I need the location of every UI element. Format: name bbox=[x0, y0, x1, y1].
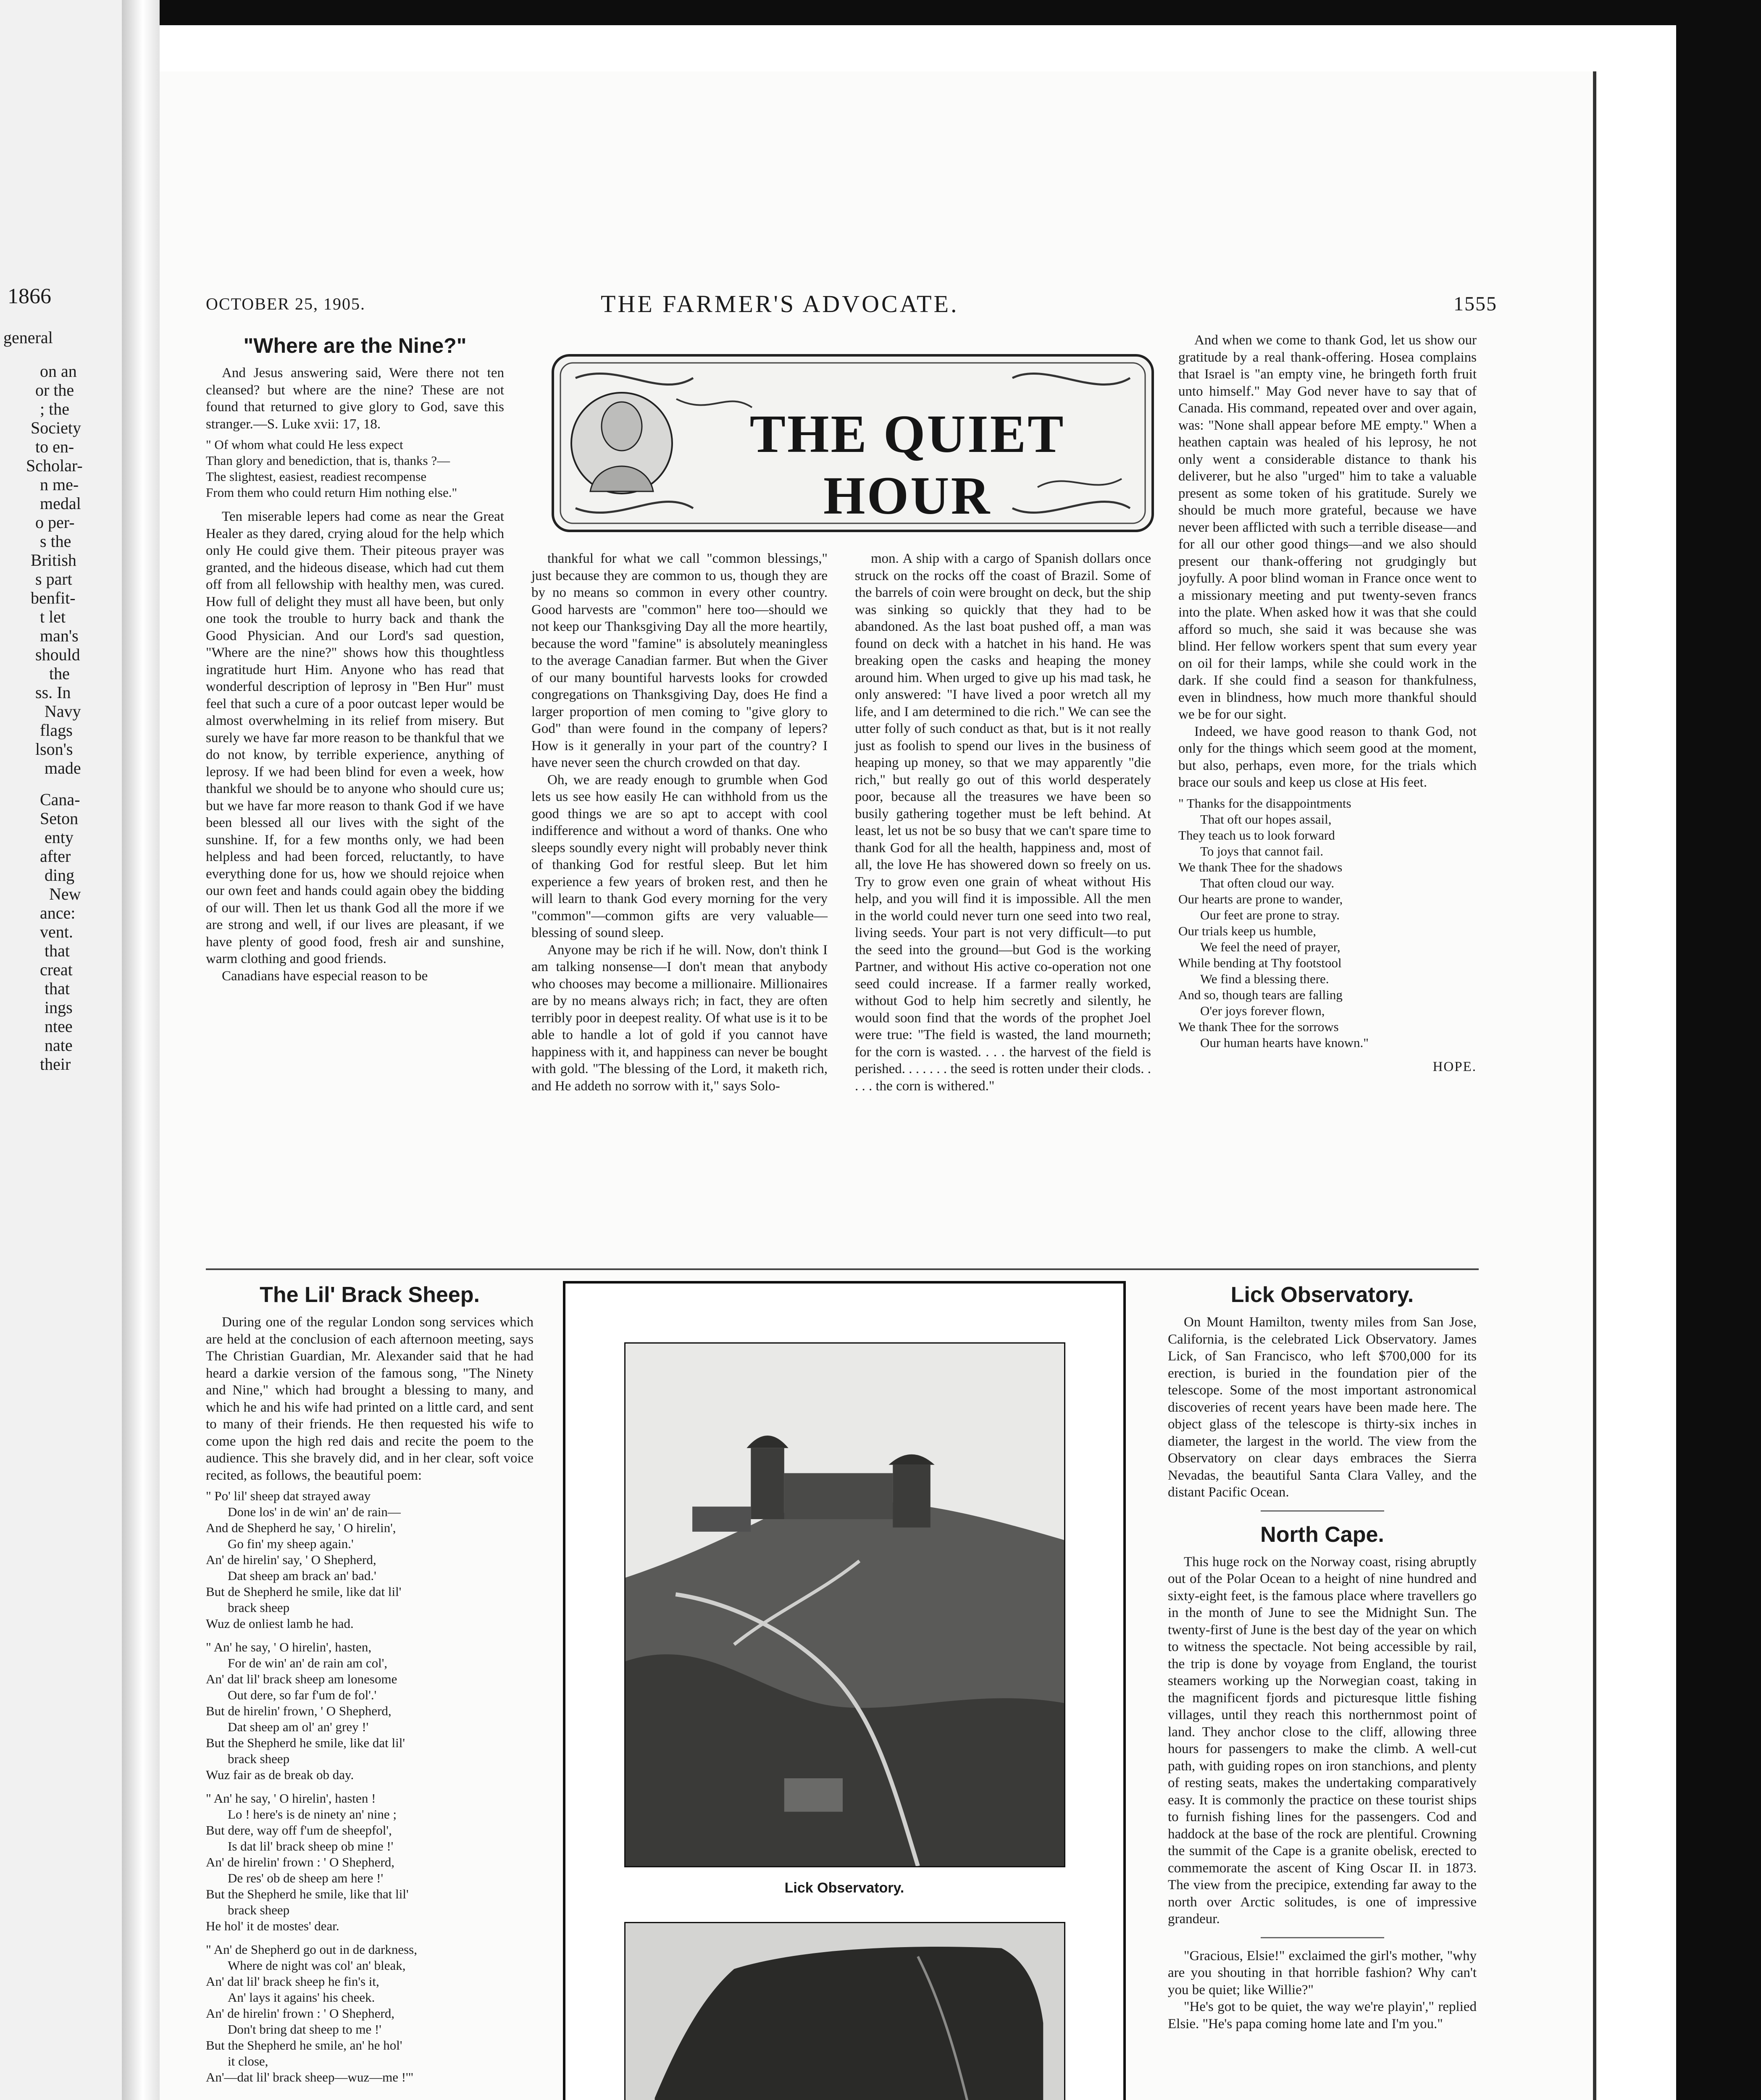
sheep-article bbox=[206, 1281, 534, 2093]
cape-text: This huge rock on the Norway coast, rising abruptly out of the Polar Ocean to a height of nine hundred and sixty-eight feet, is the famous place where travellers go in the month of June to see the Midnight Sun. The twenty-first of June is the best day of the year on which to witness the spectacle. Not being accessible by rail, the trip is done by voyage from England, the tourist steamers working up the Norwegian coast, taking in the magnificent fjords and picturesque little fishing villages, until they reach this northernmost point of land. They anchor close to the cliff, allowing three hours for passengers to make the climb. A well-cut path, with guiding ropes on iron stanchions, and plenty of resting seats, makes the undertaking comparatively easy. It is commonly the practice on these tourist ships to furnish fishing lines for the passengers. Cod and haddock at the base of the rock are plentiful. Crowning the summit of the Cape is a granite obelisk, erected to commemorate the ascent of King Oscar II. in 1873. The view from the precipice, extending far away to the north over Arctic solitudes, is one of impressive grandeur. bbox=[1168, 1554, 1477, 1927]
poem-line: And so, though tears are falling bbox=[1178, 987, 1343, 1002]
body-paragraph: Ten miserable lepers had come as near the Great Healer as they dared, crying aloud for the help which only He could give them. Their piteous prayer was granted, and the hideous disease, which had cut them off from all fellowship with healthy men, was cured. How full of delight they must all have been, but only one took the trouble to hurry back and thank the Good Physician. And our Lord's sad question, "Where are the nine?" shows how this thoughtless ingratitude hurt Him. Anyone who has read that wonderful description of leprosy in "Ben Hur" must feel that such a cure of a poor outcast leper would be almost overwhelming in its relief from misery. But surely we have far more reason to be thankful that we do not know, by terrible experience, anything of leprosy. If we had been blind for even a week, how thankful we should be to anyone who should cure us; but we have far more reason to thank God if we have been blessed all our lives with the sight of the sunshine. If, for a few months only, we had been helpless and had been forced, reluctantly, to have everything done for us, how we should rejoice when our own feet and hands could again obey the bidding of our will. Then let us thank God all the more if we are strong and well, if our lives are pleasant, if we have plenty of good food, fresh air and sunshine, warm clothing and good friends. bbox=[206, 509, 504, 966]
previous-page-fragment: Scholar- bbox=[26, 456, 83, 475]
nine-column-1 bbox=[206, 332, 504, 984]
previous-page-fragment: enty bbox=[45, 828, 74, 847]
previous-page-fragment: Navy bbox=[45, 702, 81, 721]
poem-line: And de Shepherd he say, ' O hirelin', bbox=[206, 1520, 396, 1535]
nine-body-col4 bbox=[1178, 332, 1477, 791]
poem-line: Dat sheep am brack an' bad.' bbox=[228, 1568, 376, 1583]
nine-column-2 bbox=[531, 550, 828, 1095]
scan-border-top bbox=[0, 0, 1761, 25]
poem-stanza bbox=[206, 1942, 534, 2085]
cape-title: North Cape. bbox=[1260, 1522, 1384, 1547]
header-title: THE FARMER'S ADVOCATE. bbox=[601, 290, 959, 318]
previous-page-fragment: that bbox=[45, 941, 70, 960]
previous-page-fragment: on an bbox=[40, 362, 77, 381]
previous-page-fragment: general bbox=[3, 328, 53, 347]
previous-page-fragment: ss. In bbox=[35, 683, 71, 702]
poem-line: Go fin' my sheep again.' bbox=[228, 1536, 354, 1551]
poem-line: Than glory and benediction, that is, thanks ?— bbox=[206, 453, 450, 468]
nine-column-4 bbox=[1178, 332, 1477, 1075]
poem-line: Our human hearts have known." bbox=[1200, 1035, 1369, 1050]
poem-line: Wuz de onliest lamb he had. bbox=[206, 1616, 354, 1631]
previous-page-fragment: or the bbox=[35, 381, 74, 399]
previous-page-fragment: ; the bbox=[40, 399, 69, 418]
previous-page-fragment: British bbox=[31, 551, 76, 570]
previous-page-number: 1866 bbox=[8, 284, 51, 308]
poem-line: Lo ! here's is de ninety an' nine ; bbox=[228, 1807, 397, 1822]
poem-line: " An' he say, ' O hirelin', hasten ! bbox=[206, 1791, 376, 1806]
poem-line: But de hirelin' frown, ' O Shepherd, bbox=[206, 1704, 392, 1718]
body-paragraph: Canadians have especial reason to be bbox=[222, 968, 428, 984]
nine-column-3 bbox=[855, 550, 1151, 1095]
nine-body-col2 bbox=[531, 550, 828, 1095]
body-paragraph: Anyone may be rich if he will. Now, don't think I am talking nonsense—I don't mean that anybody who chooses may become a millionaire. Millionaires are by no means always rich; in fact, they are often terribly poor in deepest reality. Of what use is it to be able to handle a lot of gold if you cannot have happiness with it, and happiness can never be bought with gold. "The blessing of the Lord, it maketh rich, and He addeth no sorrow with it," says Solo- bbox=[531, 942, 828, 1094]
poem-line: " An' he say, ' O hirelin', hasten, bbox=[206, 1640, 372, 1654]
separator-rule bbox=[1261, 1510, 1384, 1512]
poem-line: " Po' lil' sheep dat strayed away bbox=[206, 1488, 371, 1503]
nine-title: "Where are the Nine?" bbox=[243, 334, 467, 357]
poem-line: Our hearts are prone to wander, bbox=[1178, 891, 1343, 906]
poem-line: We thank Thee for the sorrows bbox=[1178, 1019, 1339, 1034]
previous-page-fragment: nate bbox=[45, 1036, 73, 1055]
poem-stanza bbox=[206, 1488, 534, 1632]
lick-text: On Mount Hamilton, twenty miles from San Jose, California, is the celebrated Lick Observatory. James Lick, of San Francisco, who left $700,000 for its erection, is buried in the foundation pier of the telescope. Some of the most important astronomical discoveries of recent years have been made here. The object glass of the telescope is thirty-six inches in diameter, the largest in the world. The view from the Observatory on clear days embraces the Sierra Nevadas, the beautiful Santa Clara Valley, and the distant Pacific Ocean. bbox=[1168, 1315, 1477, 1500]
poem-line: Out dere, so far f'um de fol'.' bbox=[228, 1688, 377, 1702]
poem-line: Where de night was col' an' bleak, bbox=[228, 1958, 406, 1973]
poem-stanza bbox=[206, 1639, 534, 1783]
nine-body-col3 bbox=[855, 550, 1151, 1095]
banner-title: THE QUIET HOUR bbox=[749, 404, 1065, 525]
poem-line: De res' ob de sheep am here !' bbox=[228, 1871, 384, 1885]
poem-line: We find a blessing there. bbox=[1200, 971, 1329, 986]
poem-line: " An' de Shepherd go out in de darkness, bbox=[206, 1942, 417, 1957]
scan-border-right bbox=[1676, 0, 1761, 2100]
poem-line: That oft our hopes assail, bbox=[1200, 811, 1332, 827]
lick-observatory-photo bbox=[624, 1342, 1065, 1867]
poem-line: But the Shepherd he smile, like that lil' bbox=[206, 1887, 409, 1901]
poem-line: " Thanks for the disappointments bbox=[1178, 795, 1351, 811]
signature: HOPE. bbox=[1432, 1059, 1477, 1074]
previous-page-fragment: t let bbox=[40, 607, 66, 626]
previous-page-fragment: the bbox=[49, 664, 70, 683]
poem-line: To joys that cannot fail. bbox=[1200, 843, 1324, 858]
body-paragraph: thankful for what we call "common blessings," just because they are common to us, though they are by no means so common in every other country. Good harvests are "common" here too—should we not keep our Thanksgiving Day all the more heartily, because the word "famine" is absolutely meaningless to the average Canadian farmer. But when the Giver of our many bountiful harvests looks for crowded congregations on Thanksgiving Day, does He find a larger proportion of men coming to "give glory to God" than were found in the company of lepers? How is it generally in your part of the country? I have never seen the church crowded on that day. bbox=[531, 551, 828, 770]
poem-line: He hol' it de mostes' dear. bbox=[206, 1919, 339, 1933]
previous-page-fragment: to en- bbox=[35, 437, 74, 456]
poem-line: An' de hirelin' frown : ' O Shepherd, bbox=[206, 2006, 394, 2021]
poem-line: brack sheep bbox=[228, 1751, 290, 1766]
poem-line: We thank Thee for the shadows bbox=[1178, 859, 1343, 874]
poem-line: it close, bbox=[228, 2054, 268, 2068]
previous-page-fragment: Society bbox=[31, 418, 81, 437]
poem-line: Done los' in de win' an' de rain— bbox=[228, 1504, 401, 1519]
poem-stanza bbox=[206, 1790, 534, 1934]
poem-line: But de Shepherd he smile, like dat lil' bbox=[206, 1584, 402, 1599]
poem-line: That often cloud our way. bbox=[1200, 875, 1335, 890]
previous-page-fragment: Seton bbox=[40, 809, 79, 828]
previous-page-fragment: medal bbox=[40, 494, 81, 513]
previous-page-fragment: flags bbox=[40, 721, 73, 740]
poem-line: An' de hirelin' frown : ' O Shepherd, bbox=[206, 1855, 394, 1869]
previous-page-fragment: o per- bbox=[35, 513, 75, 532]
previous-page-fragment: after bbox=[40, 847, 71, 866]
poem-line: Is dat lil' brack sheep ob mine !' bbox=[228, 1839, 394, 1853]
page-gutter bbox=[122, 0, 160, 2100]
nine-epigraph: And Jesus answering said, Were there not ten cleansed? but where are the nine? These are not found that returned to give glory to God, save this stranger.—S. Luke xvii: 17, 18. bbox=[206, 365, 504, 432]
header-date: OCTOBER 25, 1905. bbox=[206, 294, 365, 313]
north-cape-photo bbox=[624, 1922, 1065, 2100]
previous-page-fragment: lson's bbox=[35, 740, 73, 759]
poem-line: brack sheep bbox=[228, 1903, 290, 1917]
previous-page-fragment: benfit- bbox=[31, 588, 76, 607]
poem-line: An' lays it agains' his cheek. bbox=[228, 1990, 375, 2005]
poem-line: Our feet are prone to stray. bbox=[1200, 907, 1340, 922]
right-articles bbox=[1168, 1281, 1477, 2032]
poem-line: They teach us to look forward bbox=[1178, 827, 1335, 843]
previous-page-edge bbox=[0, 0, 122, 2100]
joke-paragraph: "He's got to be quiet, the way we're playin'," replied Elsie. "He's papa coming home late and I'm you." bbox=[1168, 1999, 1477, 2032]
sheep-intro: During one of the regular London song services which are held at the conclusion of each afternoon meeting, says The Christian Guardian, Mr. Alexander said that he had heard a darkie version of the famous song, "The Ninety and Nine," which had brought a blessing to many, and which he and his wife had printed on a little card, and sent to many of their friends. He then requested his wife to come upon the high red dais and recite the poem to the audience. This she bravely did, and in her clear, soft voice recited, as follows, the beautiful poem: bbox=[206, 1315, 534, 1483]
separator-rule bbox=[1261, 1937, 1384, 1938]
quiet-hour-banner bbox=[550, 353, 1155, 533]
nine-epigraph-poem bbox=[206, 437, 504, 501]
lick-photo-image bbox=[626, 1344, 1064, 1866]
previous-page-fragment: n me- bbox=[40, 475, 79, 494]
previous-page-fragment: should bbox=[35, 645, 80, 664]
poem-line: O'er joys forever flown, bbox=[1200, 1003, 1325, 1018]
north-cape-photo-image bbox=[626, 1923, 1064, 2100]
joke-article bbox=[1168, 1948, 1477, 2033]
poem-line: brack sheep bbox=[228, 1600, 290, 1615]
thanks-poem bbox=[1178, 795, 1477, 1051]
poem-line: From them who could return Him nothing else." bbox=[206, 485, 457, 500]
photo-frame bbox=[563, 1281, 1126, 2100]
poem-line: " Of whom what could He less expect bbox=[206, 437, 403, 452]
poem-line: Our trials keep us humble, bbox=[1178, 923, 1317, 938]
previous-page-fragment: man's bbox=[40, 626, 79, 645]
nine-body-col1 bbox=[206, 508, 504, 984]
body-paragraph: mon. A ship with a cargo of Spanish dollars once struck on the rocks off the coast of Brazil. Some of the barrels of coin were brought on deck, but the ship was sinking so quickly that they had to be abandoned. As the last boat pushed off, a man was found on deck with a hatchet in his hand. He was breaking open the casks and heaping the money around him. When urged to give up his mad task, he only answered: "I have lived a poor wretch all my life, and I am determined to die rich." We can see the utter folly of such conduct as that, but is it not really just as foolish to spend our lives in the business of heaping up money, so that we may apparently "die rich," but really go out of this world desperately poor, because all the treasures we have been so busily gathering together must be left behind. At least, let us not be so busy that we can't spare time to thank God for all the health, happiness and, most of all, the love He has showered down so freely on us. Try to grow even one grain of wheat without His help, and you will find it is impossible. All the men in the world could never turn one seed into two real, living seeds. Your part is not very difficult—to put the seed into the ground—but God is the working Partner, and without His active co-operation not one seed could increase. If a farmer really worked, without God to help him secretly and silently, he would soon find that the words of the prophet Joel were true: "The field is wasted, the land mourneth; for the corn is wasted. . . . the harvest of the field is perished. . . . . . . the seed is rotten under their clods. . . . . the corn is withered." bbox=[855, 551, 1151, 1094]
previous-page-fragment: Cana- bbox=[40, 790, 80, 809]
poem-line: But the Shepherd he smile, an' he hol' bbox=[206, 2038, 402, 2053]
poem-line: Don't bring dat sheep to me !' bbox=[228, 2022, 381, 2037]
poem-line: An'—dat lil' brack sheep—wuz—me !'" bbox=[206, 2070, 414, 2084]
newspaper-page bbox=[160, 71, 1596, 2100]
previous-page-fragment: creat bbox=[40, 960, 73, 979]
body-paragraph: Indeed, we have good reason to thank God, not only for the things which seem good at the moment, but also, perhaps, even more, for the trials which brace our souls and keep us close at His feet. bbox=[1178, 724, 1477, 790]
poem-line: An' dat lil' brack sheep he fin's it, bbox=[206, 1974, 379, 1989]
previous-page-fragment: s the bbox=[40, 532, 71, 551]
poem-line: An' dat lil' brack sheep am lonesome bbox=[206, 1672, 397, 1686]
joke-paragraph: "Gracious, Elsie!" exclaimed the girl's mother, "why are you shouting in that horrible fashion? Why can't you be quiet; like Willie?" bbox=[1168, 1948, 1477, 1998]
poem-line: For de win' an' de rain am col', bbox=[228, 1656, 388, 1670]
poem-line: While bending at Thy footstool bbox=[1178, 955, 1342, 970]
previous-page-fragment: ings bbox=[45, 998, 73, 1017]
previous-page-fragment: s part bbox=[35, 570, 72, 588]
body-paragraph: And when we come to thank God, let us show our gratitude by a real thank-offering. Hosea complains that Israel is "an empty vine, he bringeth forth fruit unto himself." May God never have to say that of Canada. His command, repeated over and over again, was: "None shall appear before ME empty." When a heathen captain was healed of his leprosy, he not only went a considerable distance to thank his deliverer, but he also "urged" him to take a valuable present as some token of his gratitude. Surely we should be much more grateful, because we have never been afflicted with such a terrible disease—and for all our other good things—and we also should present our thank-offering not grudgingly but joyfully. A poor blind woman in France once went to a missionary meeting and put twenty-seven francs into the plate. When asked how it was that she could afford so much, she said it was because she was blind. Her fellow workers spent that sum every year on oil for their lamps, while she could work in the dark. If she could find a season for thankfulness, even in blindness, how much more thankful should we be for our sight. bbox=[1178, 333, 1477, 722]
poem-line: But the Shepherd he smile, like dat lil' bbox=[206, 1735, 405, 1750]
lick-title: Lick Observatory. bbox=[1230, 1283, 1414, 1307]
poem-line: We feel the need of prayer, bbox=[1200, 939, 1340, 954]
header-page-number: 1555 bbox=[1453, 293, 1497, 315]
previous-page-fragment: that bbox=[45, 979, 70, 998]
poem-line: The slightest, easiest, readiest recompense bbox=[206, 469, 427, 484]
sheep-poem bbox=[206, 1488, 534, 2085]
section-divider bbox=[206, 1268, 1479, 1270]
previous-page-fragment: their bbox=[40, 1055, 71, 1074]
poem-line: Wuz fair as de break ob day. bbox=[206, 1767, 354, 1782]
poem-line: Dat sheep am ol' an' grey !' bbox=[228, 1719, 369, 1734]
poem-line: An' de hirelin' say, ' O Shepherd, bbox=[206, 1552, 376, 1567]
previous-page-fragment: ance: bbox=[40, 903, 76, 922]
sheep-title: The Lil' Brack Sheep. bbox=[260, 1283, 480, 1307]
previous-page-fragment: vent. bbox=[40, 922, 73, 941]
previous-page-fragment: ding bbox=[45, 866, 75, 885]
lick-photo-caption: Lick Observatory. bbox=[784, 1880, 904, 1896]
poem-line: But dere, way off f'um de sheepfol', bbox=[206, 1823, 392, 1838]
body-paragraph: Oh, we are ready enough to grumble when God lets us see how easily He can withhold from us the good things we are so apt to accept with cool indifference and without a word of thanks. One who sleeps soundly every night will probably never think of thanking God for restful sleep. But let him experience a few years of broken rest, and then he will learn to thank God every morning for the very "common"—common gifts are very valuable—blessing of sound sleep. bbox=[531, 772, 828, 940]
previous-page-fragment: New bbox=[49, 885, 81, 903]
previous-page-fragment: made bbox=[45, 759, 81, 777]
previous-page-fragment: ntee bbox=[45, 1017, 73, 1036]
